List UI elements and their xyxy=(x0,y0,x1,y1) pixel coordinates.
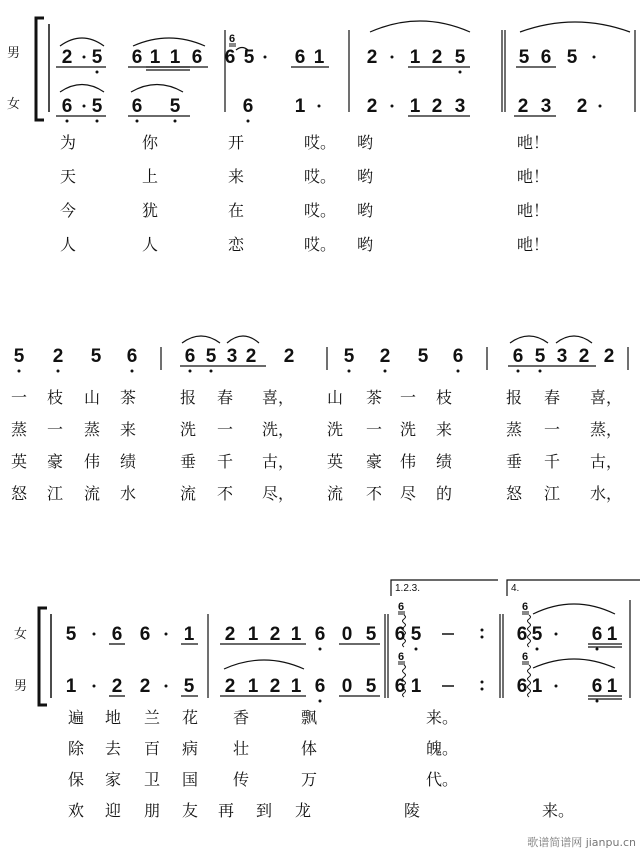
lyric-char: 怒 xyxy=(10,484,28,503)
lower-m2-note: 6 xyxy=(242,96,254,117)
line3-upper-m4-note: 5 xyxy=(531,624,543,645)
line3-lower-m2-note: 2 xyxy=(269,676,281,697)
line2-m3-note: 5 xyxy=(417,346,429,367)
lyric-char: 再 xyxy=(217,801,235,820)
lyric-char: 开 xyxy=(227,133,245,152)
lyric-char: 哎。 xyxy=(304,201,337,220)
upper-m2-note: 5 xyxy=(243,47,255,68)
lower-m2-note: 1 xyxy=(294,96,306,117)
lower-m3-note: 2 xyxy=(431,96,443,117)
line3-upper-m1-note: 6 xyxy=(111,624,123,645)
line3-lower-m1-note: 5 xyxy=(183,676,195,697)
lyric-char: 流 xyxy=(83,484,101,503)
upper-m1-note: 1 xyxy=(149,47,161,68)
lyric-char: 枝 xyxy=(46,388,64,407)
lyric-char: 卫 xyxy=(143,770,161,789)
slur xyxy=(227,336,259,343)
lyric-char: 怒 xyxy=(505,484,523,503)
line2-m4-note: 2 xyxy=(603,346,615,367)
grace-note: 6 xyxy=(521,601,529,613)
line2-m4-note: 2 xyxy=(578,346,590,367)
line2-m1-low-dot xyxy=(131,370,134,373)
slur xyxy=(520,22,630,32)
line3-upper-m1-note: 5 xyxy=(65,624,77,645)
line2-m3-low-dot xyxy=(348,370,351,373)
lyric-char: 豪 xyxy=(365,452,383,471)
lyric-char: 一 xyxy=(216,420,234,439)
lyric-char: 伟 xyxy=(399,452,417,471)
line2-m2-note: 3 xyxy=(226,346,238,367)
line3-upper-m4-low-dot xyxy=(596,648,599,651)
lyric-char: 一 xyxy=(10,388,28,407)
lyric-char: 尽， xyxy=(262,484,295,503)
lyric-char: 吔！ xyxy=(516,201,550,220)
lyric-char: 保 xyxy=(67,770,85,789)
lyric-char: 水 xyxy=(119,484,137,503)
lyric-char: 不 xyxy=(216,484,234,503)
line3-upper-m2-note: 1 xyxy=(290,624,302,645)
lower-m1-note: 6 xyxy=(61,96,73,117)
lyric-char: 欢 xyxy=(67,801,85,820)
slur xyxy=(131,85,183,93)
line2-m2-note: 6 xyxy=(184,346,196,367)
upper-m3-aug-dot xyxy=(391,56,394,59)
lower-m4-aug-dot xyxy=(599,105,602,108)
line3-lower-m4-note: 1 xyxy=(531,676,543,697)
lyric-char: 茶 xyxy=(365,388,383,407)
lyric-char: 百 xyxy=(143,739,161,758)
lyric-char: 江 xyxy=(46,484,64,503)
line3-lower-m1-note: 2 xyxy=(139,676,151,697)
slur xyxy=(133,38,205,46)
line3-upper-m2-note: 2 xyxy=(224,624,236,645)
lyric-char: 去 xyxy=(104,739,122,758)
grace-note: 6 xyxy=(228,33,236,45)
line2-m1-note: 2 xyxy=(52,346,64,367)
line3-upper-m3-low-dot xyxy=(415,648,418,651)
lyric-char: 洗， xyxy=(262,420,295,439)
lower-m4-note: 2 xyxy=(576,96,588,117)
lyric-char: 壮 xyxy=(232,739,250,758)
lyric-char: 的 xyxy=(435,484,453,503)
line2-m1-note: 6 xyxy=(126,346,138,367)
lyric-char: 哎。 xyxy=(304,235,337,254)
line3-upper-m3-repeat-dot xyxy=(481,636,484,639)
lyric-char: 洗 xyxy=(179,420,197,439)
lyric-char: 人 xyxy=(141,235,159,254)
slur xyxy=(533,604,615,614)
system-bracket xyxy=(39,608,47,705)
lower-m1-note: 5 xyxy=(91,96,103,117)
line3-upper-m4-aug-dot xyxy=(555,633,558,636)
upper-m2-note: 1 xyxy=(313,47,325,68)
upper-m1-note: 5 xyxy=(91,47,103,68)
upper-m3-note: 1 xyxy=(409,47,421,68)
line3-lower-m2-note: 6 xyxy=(314,676,326,697)
part-label: 女 xyxy=(7,97,21,112)
lyric-char: 人 xyxy=(59,235,77,254)
lower-m4-note: 2 xyxy=(517,96,529,117)
upper-m3-note: 2 xyxy=(431,47,443,68)
lyric-char: 哎。 xyxy=(304,133,337,152)
line2-m1-note: 5 xyxy=(13,346,25,367)
lyric-char: 古， xyxy=(262,452,295,471)
line3-upper-m4-low-dot xyxy=(536,648,539,651)
lyric-char: 豪 xyxy=(46,452,64,471)
lyric-char: 魄。 xyxy=(426,739,459,758)
line3-lower-m2-note: 5 xyxy=(365,676,377,697)
lower-m3-note: 2 xyxy=(366,96,378,117)
slur xyxy=(510,336,548,343)
lyric-char: 绩 xyxy=(435,452,453,471)
upper-m4-note: 6 xyxy=(540,47,552,68)
lyric-char: 哟 xyxy=(356,201,374,220)
volta-label: 1.2.3. xyxy=(395,583,421,594)
lower-m1-note: 5 xyxy=(169,96,181,117)
lyric-char: 报 xyxy=(179,388,197,407)
line2-m2-low-dot xyxy=(210,370,213,373)
line2-m2-low-dot xyxy=(189,370,192,373)
lyric-char: 天 xyxy=(59,167,77,186)
line3-lower-m4-note: 6 xyxy=(516,676,528,697)
lyric-char: 春 xyxy=(216,388,234,407)
line3-upper-m2-low-dot xyxy=(319,648,322,651)
lower-m3-note: 3 xyxy=(454,96,466,117)
lyric-char: 来 xyxy=(227,167,245,186)
lyric-char: 垂 xyxy=(179,452,197,471)
line2-m4-note: 6 xyxy=(512,346,524,367)
lyric-char: 千 xyxy=(216,452,234,471)
lower-m1-low-dot xyxy=(174,120,177,123)
line2-m3-low-dot xyxy=(457,370,460,373)
system-bracket xyxy=(36,18,44,120)
line3-upper-m4-note: 1 xyxy=(606,624,618,645)
upper-m4-note: 5 xyxy=(518,47,530,68)
lyric-char: 伟 xyxy=(83,452,101,471)
line3-upper-m1-aug-dot xyxy=(165,633,168,636)
line3-upper-m2-note: 0 xyxy=(341,624,353,645)
upper-m4-note: 5 xyxy=(566,47,578,68)
lyric-char: 流 xyxy=(179,484,197,503)
line3-upper-m2-note: 6 xyxy=(314,624,326,645)
lyric-char: 犹 xyxy=(141,201,159,220)
part-label: 女 xyxy=(14,627,28,642)
slur xyxy=(556,336,592,343)
slur xyxy=(182,336,220,343)
lyric-char: 来。 xyxy=(542,801,575,820)
lyric-char: 哟 xyxy=(356,235,374,254)
grace-note: 6 xyxy=(397,651,405,663)
lyric-char: 一 xyxy=(399,388,417,407)
lyric-char: 陵 xyxy=(403,801,421,820)
lower-m1-low-dot xyxy=(96,120,99,123)
lyric-char: 一 xyxy=(46,420,64,439)
lyric-char: 到 xyxy=(255,801,273,820)
lyric-char: 今 xyxy=(59,201,77,220)
upper-m1-note: 1 xyxy=(169,47,181,68)
line3-upper-m2-note: 2 xyxy=(269,624,281,645)
upper-m2-aug-dot xyxy=(264,56,267,59)
lyric-char: 不 xyxy=(365,484,383,503)
line3-upper-m4-note: 6 xyxy=(516,624,528,645)
line3-lower-m3-repeat-dot xyxy=(481,681,484,684)
slur xyxy=(224,660,304,669)
line3-upper-m3-note: 6 xyxy=(394,624,406,645)
line2-m3-note: 5 xyxy=(343,346,355,367)
part-label: 男 xyxy=(7,46,21,61)
grace-wave xyxy=(528,615,531,647)
lower-m2-aug-dot xyxy=(318,105,321,108)
lyric-char: 洗 xyxy=(399,420,417,439)
slur xyxy=(533,659,615,668)
lyric-char: 上 xyxy=(141,167,159,186)
upper-m3-note: 5 xyxy=(454,47,466,68)
lower-m4-note: 3 xyxy=(540,96,552,117)
line3-upper-m1-note: 6 xyxy=(139,624,151,645)
lyric-char: 地 xyxy=(104,708,122,727)
line3-lower-m2-note: 2 xyxy=(224,676,236,697)
lyric-char: 春 xyxy=(543,388,561,407)
lyric-char: 英 xyxy=(326,452,344,471)
lyric-char: 来。 xyxy=(426,708,459,727)
part-label: 男 xyxy=(14,679,28,694)
lyric-char: 迎 xyxy=(104,801,122,820)
line3-lower-m1-note: 1 xyxy=(65,676,77,697)
lyric-char: 山 xyxy=(326,388,344,407)
line3-upper-m1-note: 1 xyxy=(183,624,195,645)
upper-m2-note: 6 xyxy=(294,47,306,68)
lyric-char: 绩 xyxy=(119,452,137,471)
lyric-char: 香 xyxy=(232,708,250,727)
line3-upper-m2-note: 1 xyxy=(247,624,259,645)
lyric-char: 传 xyxy=(232,770,250,789)
lyric-char: 垂 xyxy=(505,452,523,471)
lower-m1-low-dot xyxy=(136,120,139,123)
lyric-char: 茶 xyxy=(119,388,137,407)
line2-m4-note: 5 xyxy=(534,346,546,367)
line3-lower-m1-note: 2 xyxy=(111,676,123,697)
line3-lower-m2-low-dot xyxy=(319,700,322,703)
lyric-char: 你 xyxy=(141,133,159,152)
slur xyxy=(60,85,104,93)
line3-lower-m4-note: 6 xyxy=(591,676,603,697)
line3-upper-m1-aug-dot xyxy=(93,633,96,636)
line2-m2-note: 2 xyxy=(283,346,295,367)
lyric-char: 为 xyxy=(59,133,77,152)
lyric-char: 吔！ xyxy=(516,133,550,152)
line2-m4-note: 3 xyxy=(556,346,568,367)
line2-m4-low-dot xyxy=(539,370,542,373)
lyric-char: 哟 xyxy=(356,167,374,186)
lyric-char: 花 xyxy=(181,708,199,727)
upper-m1-note: 6 xyxy=(131,47,143,68)
lyric-char: 一 xyxy=(543,420,561,439)
lyric-char: 来 xyxy=(435,420,453,439)
upper-m4-aug-dot xyxy=(593,56,596,59)
lyric-char: 家 xyxy=(104,770,122,789)
lyric-char: 千 xyxy=(543,452,561,471)
slur xyxy=(370,21,470,32)
lyric-char: 飘 xyxy=(300,708,318,727)
line3-upper-m3-repeat-dot xyxy=(481,629,484,632)
lyric-char: 兰 xyxy=(143,708,161,727)
lyric-char: 古， xyxy=(590,452,623,471)
lyric-char: 流 xyxy=(326,484,344,503)
line3-upper-m2-note: 5 xyxy=(365,624,377,645)
lyric-char: 喜， xyxy=(590,388,623,407)
lyric-char: 洗 xyxy=(326,420,344,439)
volta-bracket xyxy=(507,580,640,596)
line2-m2-note: 5 xyxy=(205,346,217,367)
lyric-char: 来 xyxy=(119,420,137,439)
lyric-char: 枝 xyxy=(435,388,453,407)
lower-m1-low-dot xyxy=(66,120,69,123)
lyric-char: 遍 xyxy=(67,708,85,727)
line3-lower-m4-aug-dot xyxy=(555,685,558,688)
upper-m2-note: 6 xyxy=(224,47,236,68)
lyric-char: 蒸， xyxy=(590,420,623,439)
lower-m3-aug-dot xyxy=(391,105,394,108)
lyric-char: 吔！ xyxy=(516,235,550,254)
lyric-char: 除 xyxy=(67,739,85,758)
line2-m3-note: 6 xyxy=(452,346,464,367)
lyric-char: 哟 xyxy=(356,133,374,152)
line3-lower-m3-note: 1 xyxy=(410,676,422,697)
upper-m1-low-dot xyxy=(96,71,99,74)
lyric-char: 病 xyxy=(181,739,199,758)
lyric-char: 山 xyxy=(83,388,101,407)
lyric-char: 龙 xyxy=(294,801,312,820)
grace-note: 6 xyxy=(521,651,529,663)
line3-lower-m3-repeat-dot xyxy=(481,688,484,691)
watermark: 歌谱简谱网 jianpu.cn xyxy=(527,836,636,849)
lyric-char: 江 xyxy=(543,484,561,503)
line3-lower-m3-note: 6 xyxy=(394,676,406,697)
line3-lower-m2-note: 1 xyxy=(247,676,259,697)
grace-note: 6 xyxy=(397,601,405,613)
lyric-char: 吔！ xyxy=(516,167,550,186)
line2-m1-low-dot xyxy=(18,370,21,373)
line3-lower-m1-aug-dot xyxy=(165,685,168,688)
lyric-char: 英 xyxy=(10,452,28,471)
upper-m1-note: 2 xyxy=(61,47,73,68)
lyric-char: 喜， xyxy=(262,388,295,407)
line3-lower-m2-note: 1 xyxy=(290,676,302,697)
line2-m1-note: 5 xyxy=(90,346,102,367)
lyric-char: 蒸 xyxy=(505,420,523,439)
lower-m1-aug-dot xyxy=(83,105,86,108)
lyric-char: 代。 xyxy=(426,770,459,789)
line2-m1-low-dot xyxy=(57,370,60,373)
line3-lower-m4-low-dot xyxy=(596,700,599,703)
line3-lower-m1-aug-dot xyxy=(93,685,96,688)
lyric-char: 水， xyxy=(590,484,623,503)
lyric-char: 体 xyxy=(300,739,318,758)
lyric-char: 尽 xyxy=(399,484,417,503)
lyric-char: 报 xyxy=(505,388,523,407)
lyric-char: 万 xyxy=(300,770,318,789)
upper-m1-aug-dot xyxy=(83,56,86,59)
line3-lower-m2-note: 0 xyxy=(341,676,353,697)
volta-label: 4. xyxy=(511,583,520,594)
upper-m1-note: 6 xyxy=(191,47,203,68)
lyric-char: 朋 xyxy=(143,801,161,820)
line2-m3-note: 2 xyxy=(379,346,391,367)
lyric-char: 蒸 xyxy=(10,420,28,439)
line3-lower-m4-note: 1 xyxy=(606,676,618,697)
line2-m2-note: 2 xyxy=(245,346,257,367)
line3-upper-m3-note: 5 xyxy=(410,624,422,645)
lower-m2-low-dot xyxy=(247,120,250,123)
lyric-char: 蒸 xyxy=(83,420,101,439)
grace-wave xyxy=(528,665,531,697)
lower-m1-note: 6 xyxy=(131,96,143,117)
line2-m4-low-dot xyxy=(517,370,520,373)
lyric-char: 恋 xyxy=(227,235,245,254)
upper-m3-note: 2 xyxy=(366,47,378,68)
upper-m3-low-dot xyxy=(459,71,462,74)
line3-upper-m4-note: 6 xyxy=(591,624,603,645)
lyric-char: 一 xyxy=(365,420,383,439)
lyric-char: 国 xyxy=(181,770,199,789)
lower-m3-note: 1 xyxy=(409,96,421,117)
lyric-char: 在 xyxy=(227,201,245,220)
line2-m3-low-dot xyxy=(384,370,387,373)
lyric-char: 友 xyxy=(181,801,199,820)
slur xyxy=(60,38,104,46)
lyric-char: 哎。 xyxy=(304,167,337,186)
